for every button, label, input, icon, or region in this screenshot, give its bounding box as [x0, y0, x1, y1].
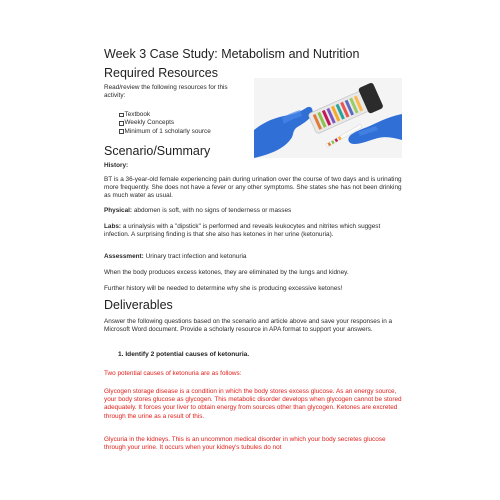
assessment-label: Assessment:	[104, 253, 144, 260]
required-resources-heading: Required Resources	[104, 66, 218, 80]
scenario-summary-heading: Scenario/Summary	[104, 144, 211, 158]
physical-label: Physical:	[104, 207, 133, 214]
list-item: Minimum of 1 scholarly source	[119, 128, 211, 136]
answer-intro: Two potential causes of ketonuria are as follows:	[104, 370, 242, 377]
history-text: BT is a 36-year-old female experiencing pain during urination over the course of two days and is urinating more frequently. She does not have a fever or any other symptoms. She states she has not been drinking as much water as usual.	[104, 176, 402, 200]
labs-paragraph	[104, 223, 404, 239]
assessment-paragraph	[104, 253, 404, 261]
urine-dipstick-photo	[254, 78, 402, 158]
further-history-paragraph: Further history will be needed to determine why she is producing excessive ketones!	[104, 285, 343, 292]
labs-text: a urinalysis with a "dipstick" is performed and reveals leukocytes and nitrites which suggest infection. A surprising finding is that she also has ketones in her urine (ketonuria).	[104, 223, 381, 239]
physical-paragraph	[104, 207, 404, 215]
deliverables-text: Answer the following questions based on the scenario and article above and save your responses in a Microsoft Word document. Provide a scholarly resource in APA format to support your answers.	[104, 318, 393, 334]
assessment-text: Urinary tract infection and ketonuria	[143, 253, 247, 260]
answer-glycogen-storage: Glycogen storage disease is a condition in which the body stores excess glucose. As an energy source, your body stores glucose as glycogen. This metabolic disorder develops when glycogen cannot be stored adequately. It forces your liver to obtain energy from sources other than glycogen. Ketones are excreted through the urine as a result of this.	[104, 388, 402, 420]
list-item: Weekly Concepts	[119, 119, 211, 127]
checkbox-icon	[119, 121, 124, 126]
document-title: Week 3 Case Study: Metabolism and Nutrition	[104, 47, 360, 61]
physical-text: abdomen is soft, with no signs of tenderness or masses	[132, 207, 292, 214]
labs-label: Labs:	[104, 223, 122, 230]
list-item: Textbook	[119, 111, 211, 119]
gloved-hands-dipstick-image	[254, 78, 402, 158]
resources-intro: Read/review the following resources for this activity:	[104, 84, 228, 100]
resources-list	[119, 111, 211, 136]
question-1: 1. Identify 2 potential causes of ketonuria.	[118, 351, 250, 358]
ketones-paragraph: When the body produces excess ketones, they are eliminated by the lungs and kidney.	[104, 269, 349, 276]
checkbox-icon	[119, 113, 124, 118]
answer-glycuria: Glycuria in the kidneys. This is an uncommon medical disorder in which your body secretes glucose through your urine. It occurs when your kidney's tubules do not	[104, 436, 386, 452]
checkbox-icon	[119, 129, 124, 134]
deliverables-heading: Deliverables	[104, 298, 173, 312]
history-label: History:	[104, 162, 129, 169]
